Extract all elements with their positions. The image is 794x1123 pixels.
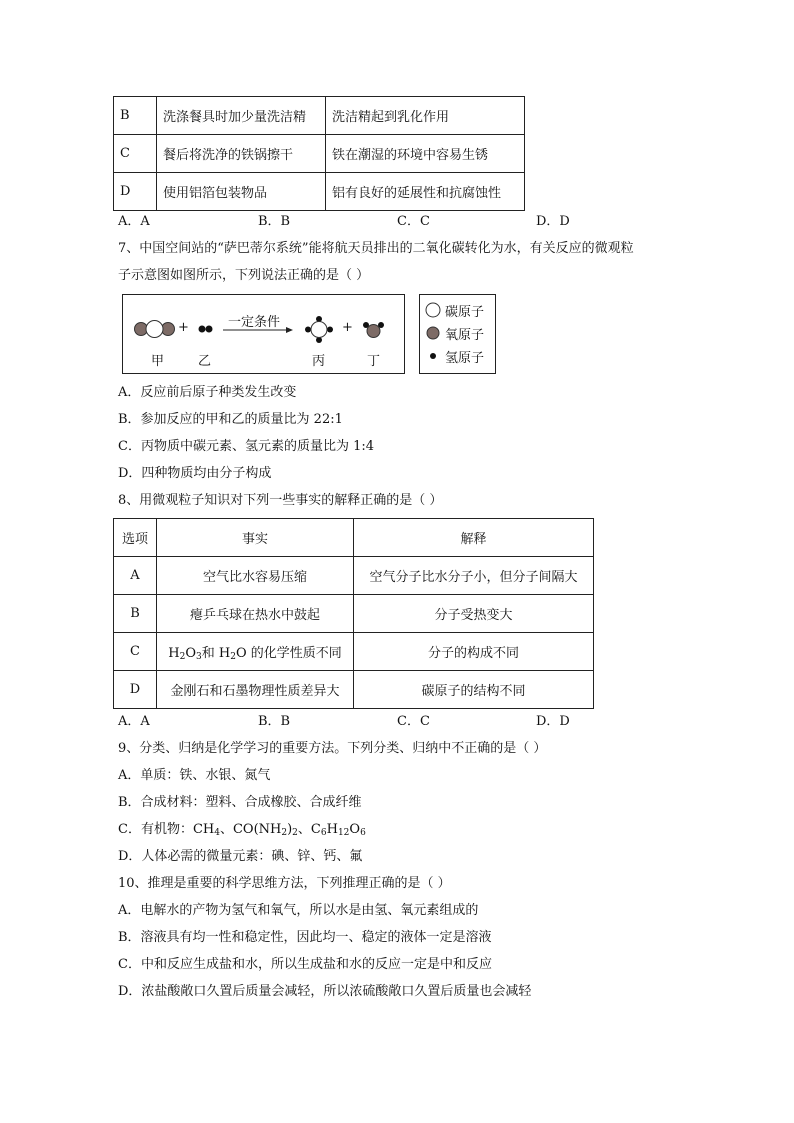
reason-cell: 铁在潮湿的环境中容易生锈 xyxy=(326,135,525,173)
reaction-diagram xyxy=(122,294,405,374)
practice-cell: 使用铝箔包装物品 xyxy=(157,173,326,211)
table-row xyxy=(114,135,525,173)
legend-carbon: 碳原子 xyxy=(445,305,485,320)
reaction-svg xyxy=(123,295,404,373)
carbon-atom-icon xyxy=(426,303,440,317)
table-row xyxy=(114,173,525,211)
table-row xyxy=(114,97,525,135)
legend-oxygen: 氧原子 xyxy=(445,328,485,343)
reason-cell: 铝有良好的延展性和抗腐蚀性 xyxy=(326,173,525,211)
header-fact: 事实 xyxy=(157,519,354,557)
table-q8 xyxy=(113,518,594,709)
fact-cell: $H_2O_3$和 $H_2O$ 的化学性质不同 xyxy=(157,633,354,671)
option-d[interactable]: D．D xyxy=(536,214,570,229)
fact-cell: 瘪乒乓球在热水中鼓起 xyxy=(157,595,354,633)
option-d[interactable]: D．D xyxy=(536,714,570,729)
q9-option-b[interactable]: B．合成材料：塑料、合成橡胶、合成纤维 xyxy=(118,795,362,810)
option-b[interactable]: B．B xyxy=(258,714,291,729)
q9-option-c[interactable]: C．有机物：$CH_4$、$CO(NH_2)_2$、$C_6H_{12}O_6$ xyxy=(118,822,366,838)
fact-cell: 金刚石和石墨物理性质差异大 xyxy=(157,671,354,709)
label-bing: 丙 xyxy=(312,354,326,369)
explain-cell: 分子受热变大 xyxy=(354,595,594,633)
option-cell: D xyxy=(114,671,157,709)
q7-option-c[interactable]: C．丙物质中碳元素、氢元素的质量比为 1:4 xyxy=(118,439,375,454)
reason-cell: 洗洁精起到乳化作用 xyxy=(326,97,525,135)
q7-option-a[interactable]: A．反应前后原子种类发生改变 xyxy=(118,385,297,400)
table-row xyxy=(114,671,594,709)
explain-cell: 空气分子比水分子小，但分子间隔大 xyxy=(354,557,594,595)
q7-stem-line1: 7、中国空间站的“萨巴蒂尔系统”能将航天员排出的二氧化碳转化为水，有关反应的微观粒 xyxy=(118,241,634,256)
table-row xyxy=(114,557,594,595)
q10-option-c[interactable]: C．中和反应生成盐和水，所以生成盐和水的反应一定是中和反应 xyxy=(118,957,492,972)
option-cell: D xyxy=(114,173,157,211)
practice-cell: 洗涤餐具时加少量洗洁精 xyxy=(157,97,326,135)
explain-cell: 分子的构成不同 xyxy=(354,633,594,671)
option-cell: A xyxy=(114,557,157,595)
table-row xyxy=(114,633,594,671)
label-ding: 丁 xyxy=(367,354,381,369)
hydrogen-atom-icon xyxy=(430,353,436,359)
q10-option-b[interactable]: B．溶液具有均一性和稳定性，因此均一、稳定的液体一定是溶液 xyxy=(118,930,492,945)
label-yi: 乙 xyxy=(198,354,212,369)
plus-sign: + xyxy=(178,320,189,335)
q10-stem: 10、推理是重要的科学思维方法，下列推理正确的是（ ） xyxy=(118,876,451,891)
q10-option-a[interactable]: A．电解水的产物为氢气和氧气，所以水是由氢、氧元素组成的 xyxy=(118,903,479,918)
q9-option-a[interactable]: A．单质：铁、水银、氮气 xyxy=(118,768,271,783)
option-c[interactable]: C．C xyxy=(397,214,430,229)
option-cell: B xyxy=(114,97,157,135)
option-cell: B xyxy=(114,595,157,633)
q7-stem-line2: 子示意图如图所示，下列说法正确的是（ ） xyxy=(118,268,370,283)
option-cell: C xyxy=(114,633,157,671)
option-c[interactable]: C．C xyxy=(397,714,430,729)
table-q6 xyxy=(113,96,525,211)
atom-legend xyxy=(419,294,496,374)
legend-hydrogen: 氢原子 xyxy=(445,351,485,366)
q7-option-d[interactable]: D．四种物质均由分子构成 xyxy=(118,466,272,481)
table-header-row xyxy=(114,519,594,557)
ch4-molecule xyxy=(305,316,333,343)
practice-cell: 餐后将洗净的铁锅擦干 xyxy=(157,135,326,173)
table-row xyxy=(114,595,594,633)
option-cell: C xyxy=(114,135,157,173)
oxygen-atom-icon xyxy=(427,327,439,339)
h2o-molecule xyxy=(363,322,384,338)
q10-option-d[interactable]: D．浓盐酸敞口久置后质量会减轻，所以浓硫酸敞口久置后质量也会减轻 xyxy=(118,984,532,999)
q8-options xyxy=(118,713,598,731)
option-b[interactable]: B．B xyxy=(258,214,291,229)
q8-stem: 8、用微观粒子知识对下列一些事实的解释正确的是（ ） xyxy=(118,493,443,508)
option-a[interactable]: A．A xyxy=(118,714,150,729)
q6-options xyxy=(118,213,598,231)
q9-stem: 9、分类、归纳是化学学习的重要方法。下列分类、归纳中不正确的是（ ） xyxy=(118,741,547,756)
arrow-head-icon xyxy=(286,327,293,333)
h2-molecule xyxy=(199,326,213,333)
fact-cell: 空气比水容易压缩 xyxy=(157,557,354,595)
option-a[interactable]: A．A xyxy=(118,214,150,229)
header-explain: 解释 xyxy=(354,519,594,557)
plus-sign: + xyxy=(342,320,353,335)
reaction-condition: 一定条件 xyxy=(228,315,281,330)
q7-option-b[interactable]: B．参加反应的甲和乙的质量比为 22:1 xyxy=(118,412,343,427)
explain-cell: 碳原子的结构不同 xyxy=(354,671,594,709)
q9-option-d[interactable]: D．人体必需的微量元素：碘、锌、钙、氟 xyxy=(118,849,363,864)
header-option: 选项 xyxy=(114,519,157,557)
label-jia: 甲 xyxy=(151,354,165,369)
co2-molecule xyxy=(135,321,175,338)
